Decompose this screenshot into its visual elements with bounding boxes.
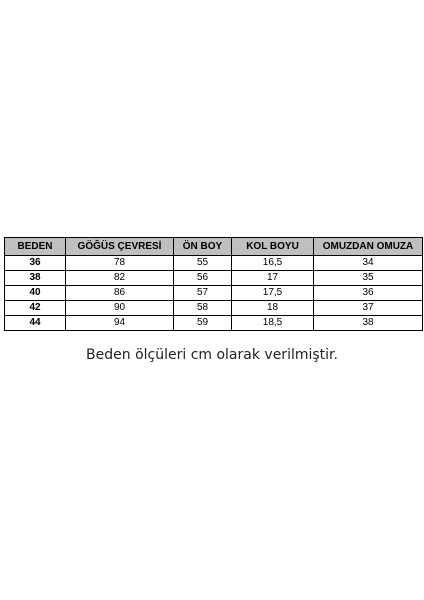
front-length-cell: 58: [174, 301, 232, 316]
sleeve-length-cell: 17: [232, 271, 314, 286]
size-cell: 42: [5, 301, 66, 316]
table-row: [5, 316, 423, 331]
sleeve-length-cell: 18: [232, 301, 314, 316]
size-chart-header: [5, 238, 423, 256]
header-front-length: ÖN BOY: [174, 238, 232, 256]
size-cell: 40: [5, 286, 66, 301]
front-length-cell: 55: [174, 256, 232, 271]
chest-cell: 90: [66, 301, 174, 316]
header-chest: GÖĞÜS ÇEVRESİ: [66, 238, 174, 256]
header-row: [5, 238, 423, 256]
size-chart-body: [5, 256, 423, 331]
shoulder-cell: 37: [314, 301, 423, 316]
size-chart-table: [4, 237, 423, 331]
front-length-cell: 59: [174, 316, 232, 331]
header-sleeve-length: KOL BOYU: [232, 238, 314, 256]
header-size: BEDEN: [5, 238, 66, 256]
front-length-cell: 57: [174, 286, 232, 301]
chest-cell: 82: [66, 271, 174, 286]
chest-cell: 94: [66, 316, 174, 331]
chest-cell: 78: [66, 256, 174, 271]
front-length-cell: 56: [174, 271, 232, 286]
sleeve-length-cell: 18,5: [232, 316, 314, 331]
shoulder-cell: 36: [314, 286, 423, 301]
size-cell: 36: [5, 256, 66, 271]
size-cell: 38: [5, 271, 66, 286]
header-shoulder: OMUZDAN OMUZA: [314, 238, 423, 256]
chest-cell: 86: [66, 286, 174, 301]
measurement-note: Beden ölçüleri cm olarak verilmiştir.: [86, 347, 338, 363]
shoulder-cell: 35: [314, 271, 423, 286]
table-row: [5, 256, 423, 271]
table-row: [5, 271, 423, 286]
shoulder-cell: 38: [314, 316, 423, 331]
shoulder-cell: 34: [314, 256, 423, 271]
table-row: [5, 286, 423, 301]
sleeve-length-cell: 16,5: [232, 256, 314, 271]
sleeve-length-cell: 17,5: [232, 286, 314, 301]
table-row: [5, 301, 423, 316]
size-cell: 44: [5, 316, 66, 331]
